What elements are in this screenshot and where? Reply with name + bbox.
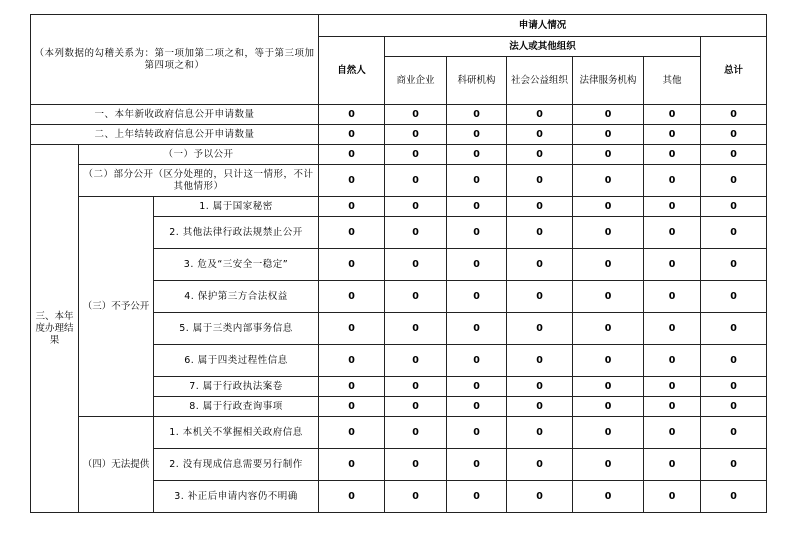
- value-cell: 0: [701, 197, 767, 217]
- row-label: 4. 保护第三方合法权益: [154, 281, 319, 313]
- value-cell: 0: [644, 481, 701, 513]
- row-partial-disclosed: [31, 165, 767, 197]
- row-label: （二）部分公开（区分处理的，只计这一情形，不计其他情形）: [79, 165, 319, 197]
- row-label: （一）予以公开: [79, 145, 319, 165]
- value-cell: 0: [573, 377, 644, 397]
- value-cell: 0: [385, 417, 447, 449]
- row-label: 7. 属于行政执法案卷: [154, 377, 319, 397]
- value-cell: 0: [644, 125, 701, 145]
- sub-header-public-welfare: 社会公益组织: [507, 57, 573, 105]
- value-cell: 0: [644, 313, 701, 345]
- value-cell: 0: [507, 281, 573, 313]
- row-label: 1. 属于国家秘密: [154, 197, 319, 217]
- value-cell: 0: [507, 345, 573, 377]
- value-cell: 0: [385, 377, 447, 397]
- value-cell: 0: [385, 481, 447, 513]
- row-disclosed: [31, 145, 767, 165]
- row-label: 3. 补正后申请内容仍不明确: [154, 481, 319, 513]
- value-cell: 0: [319, 397, 385, 417]
- value-cell: 0: [507, 397, 573, 417]
- value-cell: 0: [507, 249, 573, 281]
- value-cell: 0: [385, 165, 447, 197]
- row-label: 3. 危及“三安全一稳定”: [154, 249, 319, 281]
- value-cell: 0: [644, 449, 701, 481]
- value-cell: 0: [701, 417, 767, 449]
- value-cell: 0: [507, 377, 573, 397]
- natural-person-header: 自然人: [319, 37, 385, 105]
- value-cell: 0: [319, 377, 385, 397]
- row-unable-1: [31, 417, 767, 449]
- value-cell: 0: [447, 281, 507, 313]
- value-cell: 0: [319, 345, 385, 377]
- row-label: 5. 属于三类内部事务信息: [154, 313, 319, 345]
- value-cell: 0: [573, 217, 644, 249]
- value-cell: 0: [701, 165, 767, 197]
- value-cell: 0: [319, 145, 385, 165]
- group-not-disclosed-label: （三）不予公开: [79, 197, 154, 417]
- value-cell: 0: [573, 449, 644, 481]
- value-cell: 0: [385, 249, 447, 281]
- value-cell: 0: [573, 125, 644, 145]
- value-cell: 0: [385, 125, 447, 145]
- value-cell: 0: [507, 417, 573, 449]
- value-cell: 0: [319, 165, 385, 197]
- value-cell: 0: [319, 481, 385, 513]
- row-carried-over: [31, 125, 767, 145]
- value-cell: 0: [644, 145, 701, 165]
- value-cell: 0: [701, 217, 767, 249]
- row-new-requests: [31, 105, 767, 125]
- value-cell: 0: [507, 165, 573, 197]
- value-cell: 0: [385, 449, 447, 481]
- value-cell: 0: [319, 125, 385, 145]
- value-cell: 0: [573, 249, 644, 281]
- value-cell: 0: [701, 397, 767, 417]
- value-cell: 0: [447, 417, 507, 449]
- value-cell: 0: [701, 105, 767, 125]
- value-cell: 0: [447, 397, 507, 417]
- row-label: 6. 属于四类过程性信息: [154, 345, 319, 377]
- value-cell: 0: [573, 417, 644, 449]
- value-cell: 0: [644, 165, 701, 197]
- value-cell: 0: [319, 281, 385, 313]
- value-cell: 0: [319, 417, 385, 449]
- value-cell: 0: [644, 345, 701, 377]
- value-cell: 0: [447, 377, 507, 397]
- document-page: [30, 14, 767, 513]
- value-cell: 0: [385, 281, 447, 313]
- value-cell: 0: [447, 249, 507, 281]
- value-cell: 0: [701, 345, 767, 377]
- value-cell: 0: [507, 449, 573, 481]
- value-cell: 0: [573, 345, 644, 377]
- value-cell: 0: [507, 145, 573, 165]
- value-cell: 0: [507, 313, 573, 345]
- value-cell: 0: [319, 197, 385, 217]
- value-cell: 0: [573, 145, 644, 165]
- value-cell: 0: [385, 313, 447, 345]
- value-cell: 0: [644, 217, 701, 249]
- group-unable-label: （四）无法提供: [79, 417, 154, 513]
- value-cell: 0: [644, 105, 701, 125]
- value-cell: 0: [385, 397, 447, 417]
- value-cell: 0: [644, 397, 701, 417]
- row-label: 2. 没有现成信息需要另行制作: [154, 449, 319, 481]
- sub-header-legal-service: 法律服务机构: [573, 57, 644, 105]
- value-cell: 0: [385, 217, 447, 249]
- value-cell: 0: [701, 313, 767, 345]
- value-cell: 0: [507, 125, 573, 145]
- header-row-1: [31, 15, 767, 37]
- value-cell: 0: [573, 481, 644, 513]
- value-cell: 0: [385, 145, 447, 165]
- value-cell: 0: [319, 313, 385, 345]
- value-cell: 0: [447, 125, 507, 145]
- value-cell: 0: [507, 481, 573, 513]
- legal-group-header: 法人或其他组织: [385, 37, 701, 57]
- value-cell: 0: [447, 197, 507, 217]
- value-cell: 0: [385, 105, 447, 125]
- value-cell: 0: [507, 217, 573, 249]
- value-cell: 0: [701, 481, 767, 513]
- value-cell: 0: [385, 197, 447, 217]
- row-label: 8. 属于行政查询事项: [154, 397, 319, 417]
- value-cell: 0: [644, 417, 701, 449]
- value-cell: 0: [447, 105, 507, 125]
- value-cell: 0: [701, 145, 767, 165]
- value-cell: 0: [447, 217, 507, 249]
- row-not-disclosed-1: [31, 197, 767, 217]
- value-cell: 0: [573, 165, 644, 197]
- value-cell: 0: [573, 197, 644, 217]
- value-cell: 0: [644, 281, 701, 313]
- value-cell: 0: [507, 105, 573, 125]
- value-cell: 0: [319, 105, 385, 125]
- total-header: 总计: [701, 37, 767, 105]
- sub-header-commercial: 商业企业: [385, 57, 447, 105]
- value-cell: 0: [573, 397, 644, 417]
- value-cell: 0: [447, 313, 507, 345]
- value-cell: 0: [701, 125, 767, 145]
- value-cell: 0: [701, 377, 767, 397]
- value-cell: 0: [644, 377, 701, 397]
- value-cell: 0: [573, 313, 644, 345]
- row-label: 一、本年新收政府信息公开申请数量: [31, 105, 319, 125]
- value-cell: 0: [385, 345, 447, 377]
- disclosure-statistics-table: [30, 14, 767, 513]
- value-cell: 0: [573, 281, 644, 313]
- value-cell: 0: [447, 449, 507, 481]
- value-cell: 0: [644, 197, 701, 217]
- value-cell: 0: [644, 249, 701, 281]
- value-cell: 0: [319, 217, 385, 249]
- value-cell: 0: [573, 105, 644, 125]
- value-cell: 0: [701, 281, 767, 313]
- value-cell: 0: [447, 481, 507, 513]
- value-cell: 0: [319, 449, 385, 481]
- value-cell: 0: [319, 249, 385, 281]
- value-cell: 0: [447, 165, 507, 197]
- row-label: 二、上年结转政府信息公开申请数量: [31, 125, 319, 145]
- value-cell: 0: [701, 249, 767, 281]
- value-cell: 0: [701, 449, 767, 481]
- row-label: 2. 其他法律行政法规禁止公开: [154, 217, 319, 249]
- value-cell: 0: [447, 345, 507, 377]
- relation-note: （本列数据的勾稽关系为：第一项加第二项之和，等于第三项加第四项之和）: [31, 15, 319, 105]
- value-cell: 0: [507, 197, 573, 217]
- row-label: 1. 本机关不掌握相关政府信息: [154, 417, 319, 449]
- sub-header-other: 其他: [644, 57, 701, 105]
- section-three-label: 三、本年度办理结果: [31, 145, 79, 513]
- applicant-status-header: 申请人情况: [319, 15, 767, 37]
- value-cell: 0: [447, 145, 507, 165]
- sub-header-research: 科研机构: [447, 57, 507, 105]
